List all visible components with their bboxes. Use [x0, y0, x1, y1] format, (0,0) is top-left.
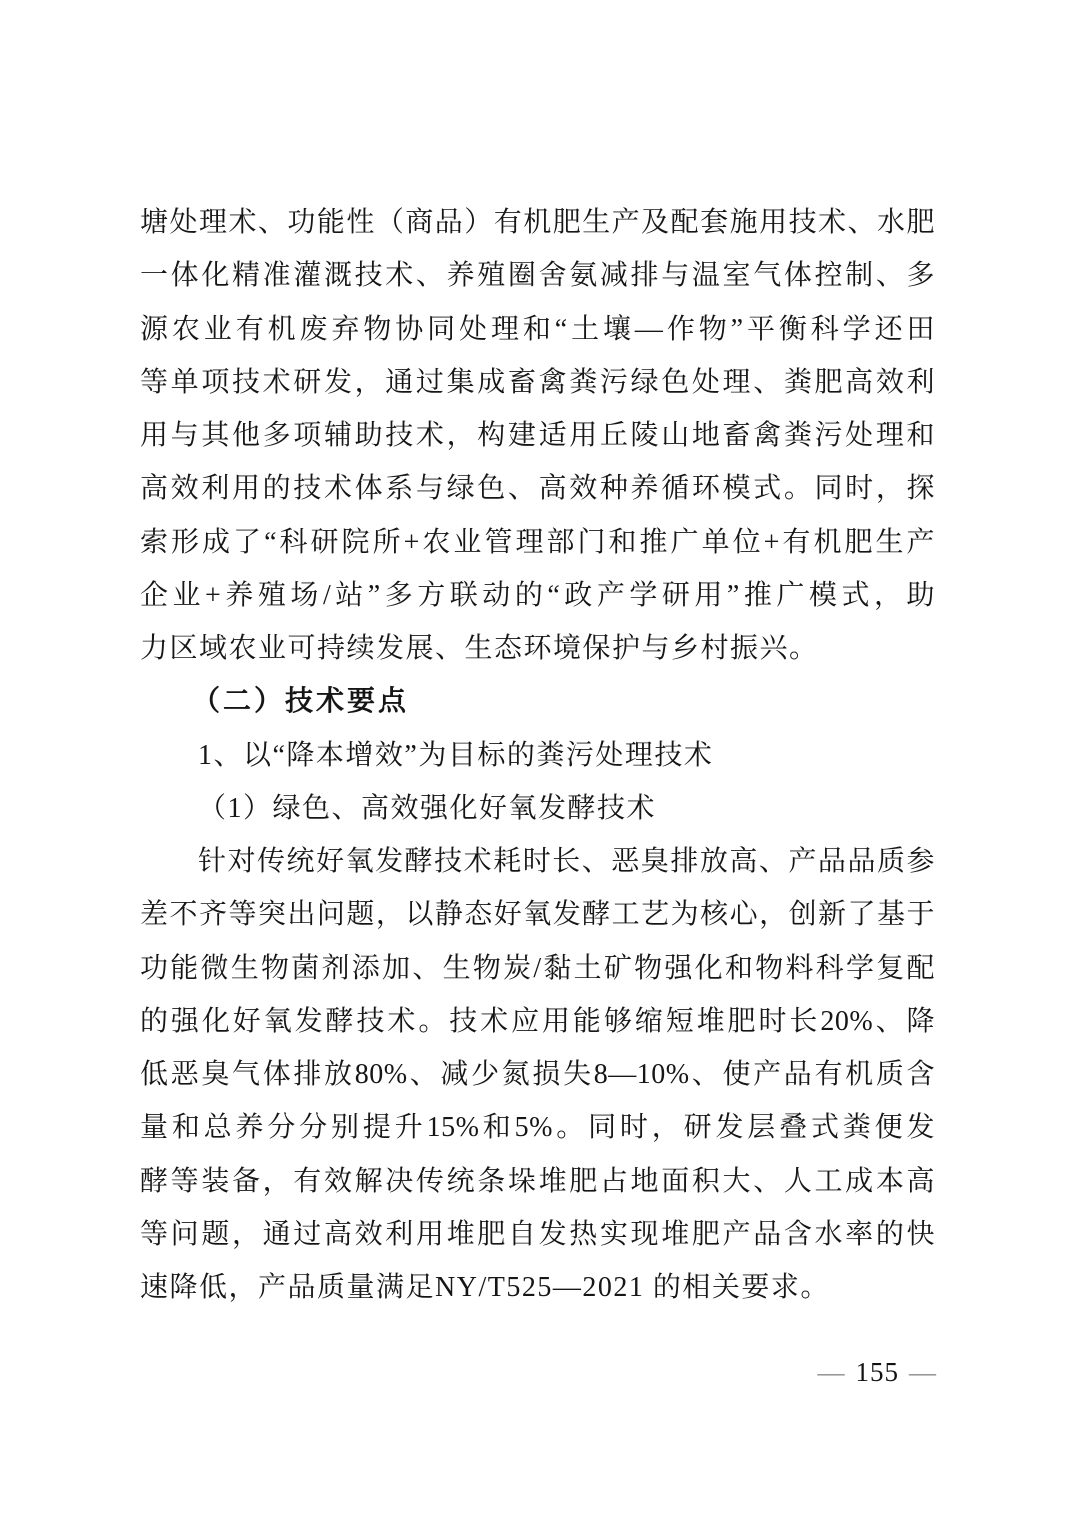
- text-line: 塘处理术、功能性（商品）有机肥生产及配套施用技术、水肥: [140, 207, 935, 238]
- text-line: 功能微生物菌剂添加、生物炭/黏土矿物强化和物料科学复配: [140, 952, 935, 984]
- text-line: 索形成了“科研院所+农业管理部门和推广单位+有机肥生产: [140, 526, 935, 558]
- text-line: 针对传统好氧发酵技术耗时长、恶臭排放高、产品品质参: [198, 846, 935, 877]
- text-line: 量和总养分分别提升15%和5%。同时，研发层叠式粪便发: [140, 1112, 935, 1144]
- text-line: 力区域农业可持续发展、生态环境保护与乡村振兴。: [140, 633, 819, 664]
- text-line: 的强化好氧发酵技术。技术应用能够缩短堆肥时长20%、降: [140, 1005, 935, 1037]
- text-line: （1）绿色、高效强化好氧发酵技术: [198, 792, 657, 824]
- text-line: 差不齐等突出问题，以静态好氧发酵工艺为核心，创新了基于: [140, 899, 935, 931]
- text-line: 企业+养殖场/站”多方联动的“政产学研用”推广模式，助: [140, 579, 935, 611]
- text-line: 等问题，通过高效利用堆肥自发热实现堆肥产品含水率的快: [140, 1218, 935, 1250]
- footer-page-number: 155: [855, 1357, 899, 1387]
- text-line: 低恶臭气体排放80%、减少氮损失8—10%、使产品有机质含: [140, 1059, 935, 1090]
- text-line: 源农业有机废弃物协同处理和“土壤—作物”平衡科学还田: [140, 313, 935, 345]
- text-line: 速降低，产品质量满足NY/T525—2021 的相关要求。: [140, 1272, 830, 1303]
- page-number: [818, 1352, 938, 1392]
- text-line: 1、以“降本增效”为目标的粪污处理技术: [198, 739, 714, 771]
- text-line: 酵等装备，有效解决传统条垛堆肥占地面积大、人工成本高: [140, 1165, 935, 1197]
- footer-dash-left: —: [817, 1357, 846, 1387]
- text-line: （二）技术要点: [192, 686, 410, 718]
- text-line: 一体化精准灌溉技术、养殖圈舍氨减排与温室气体控制、多: [140, 260, 935, 292]
- footer-dash-right: —: [909, 1357, 937, 1387]
- text-line: 等单项技术研发，通过集成畜禽粪污绿色处理、粪肥高效利: [140, 366, 935, 398]
- text-lines: [140, 196, 935, 1314]
- text-line: 高效利用的技术体系与绿色、高效种养循环模式。同时，探: [140, 473, 935, 505]
- text-line: 用与其他多项辅助技术，构建适用丘陵山地畜禽粪污处理和: [140, 420, 935, 451]
